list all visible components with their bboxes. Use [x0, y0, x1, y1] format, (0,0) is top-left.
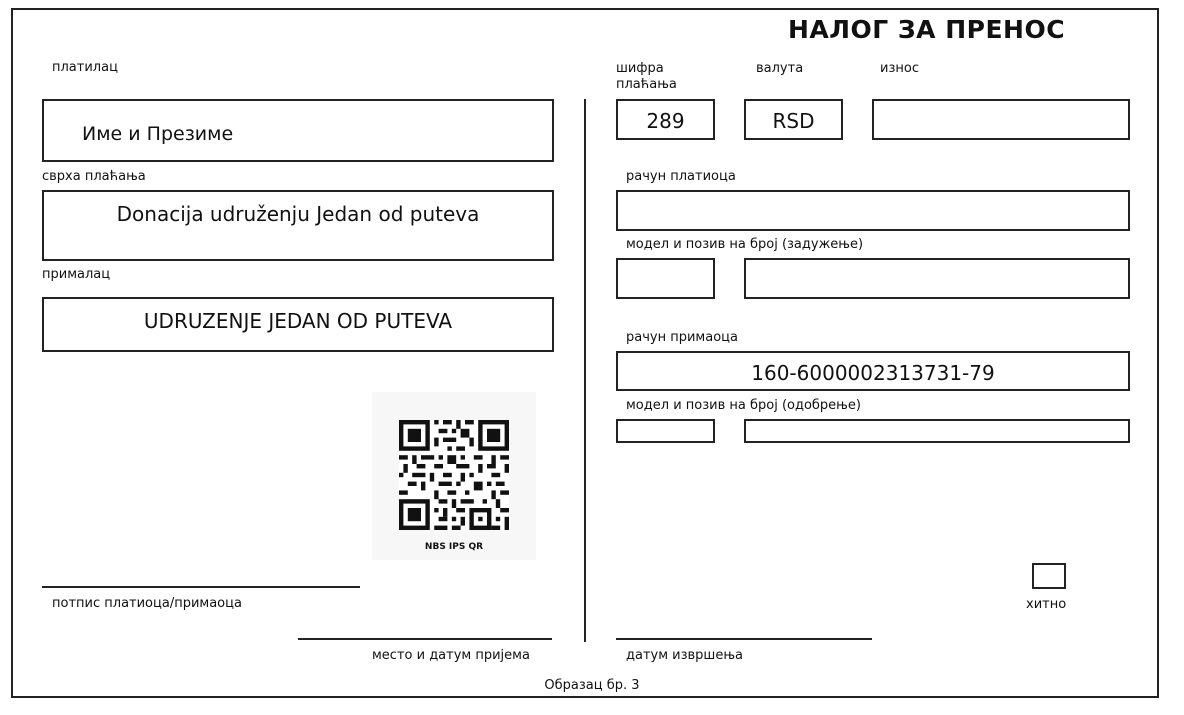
- purpose-value: Donacija udruženju Jedan od puteva: [116, 202, 480, 226]
- form-footer: Образац бр. 3: [544, 678, 640, 693]
- recipient-field[interactable]: [42, 297, 554, 352]
- purpose-label: сврха плаћања: [42, 169, 146, 184]
- place-date-line: [298, 638, 552, 640]
- amount-label: износ: [880, 61, 919, 76]
- currency-label: валута: [756, 61, 804, 76]
- qr-code-image: [399, 420, 509, 530]
- payment-code-field[interactable]: [616, 99, 715, 140]
- payer-account-label: рачун платиоца: [626, 169, 736, 184]
- credit-model-field[interactable]: [616, 419, 715, 443]
- currency-value: RSD: [772, 109, 815, 133]
- purpose-field[interactable]: [42, 190, 554, 261]
- recipient-account-value: 160-6000002313731-79: [751, 361, 995, 385]
- signature-label: потпис платиоца/примаоца: [52, 596, 242, 611]
- currency-field[interactable]: [744, 99, 843, 140]
- credit-reference-field[interactable]: [744, 419, 1130, 443]
- execution-date-label: датум извршења: [626, 648, 743, 663]
- signature-line: [42, 586, 360, 588]
- payer-label: платилац: [52, 60, 118, 75]
- credit-model-label: модел и позив на број (одобрење): [626, 398, 861, 413]
- qr-code-block: [372, 392, 536, 560]
- recipient-account-label: рачун примаоца: [626, 330, 738, 345]
- recipient-value: UDRUZENJE JEDAN OD PUTEVA: [143, 309, 453, 333]
- debit-reference-field[interactable]: [744, 258, 1130, 299]
- debit-model-field[interactable]: [616, 258, 715, 299]
- column-divider: [584, 99, 586, 642]
- qr-caption: NBS IPS QR: [424, 542, 484, 552]
- form-title: НАЛОГ ЗА ПРЕНОС: [788, 15, 1066, 44]
- urgent-label: хитно: [1026, 597, 1067, 612]
- payment-code-value: 289: [646, 109, 685, 133]
- urgent-checkbox[interactable]: [1032, 563, 1066, 589]
- amount-field[interactable]: [872, 99, 1130, 140]
- payer-value: Име и Презиме: [82, 123, 234, 145]
- place-date-label: место и датум пријема: [372, 648, 530, 663]
- payer-field[interactable]: [42, 99, 554, 162]
- execution-date-line: [616, 638, 872, 640]
- payment-code-label: шифра плаћања: [616, 61, 677, 92]
- payer-account-field[interactable]: [616, 190, 1130, 231]
- recipient-label: прималац: [42, 267, 111, 282]
- recipient-account-field[interactable]: [616, 351, 1130, 391]
- debit-model-label: модел и позив на број (задужење): [626, 237, 864, 252]
